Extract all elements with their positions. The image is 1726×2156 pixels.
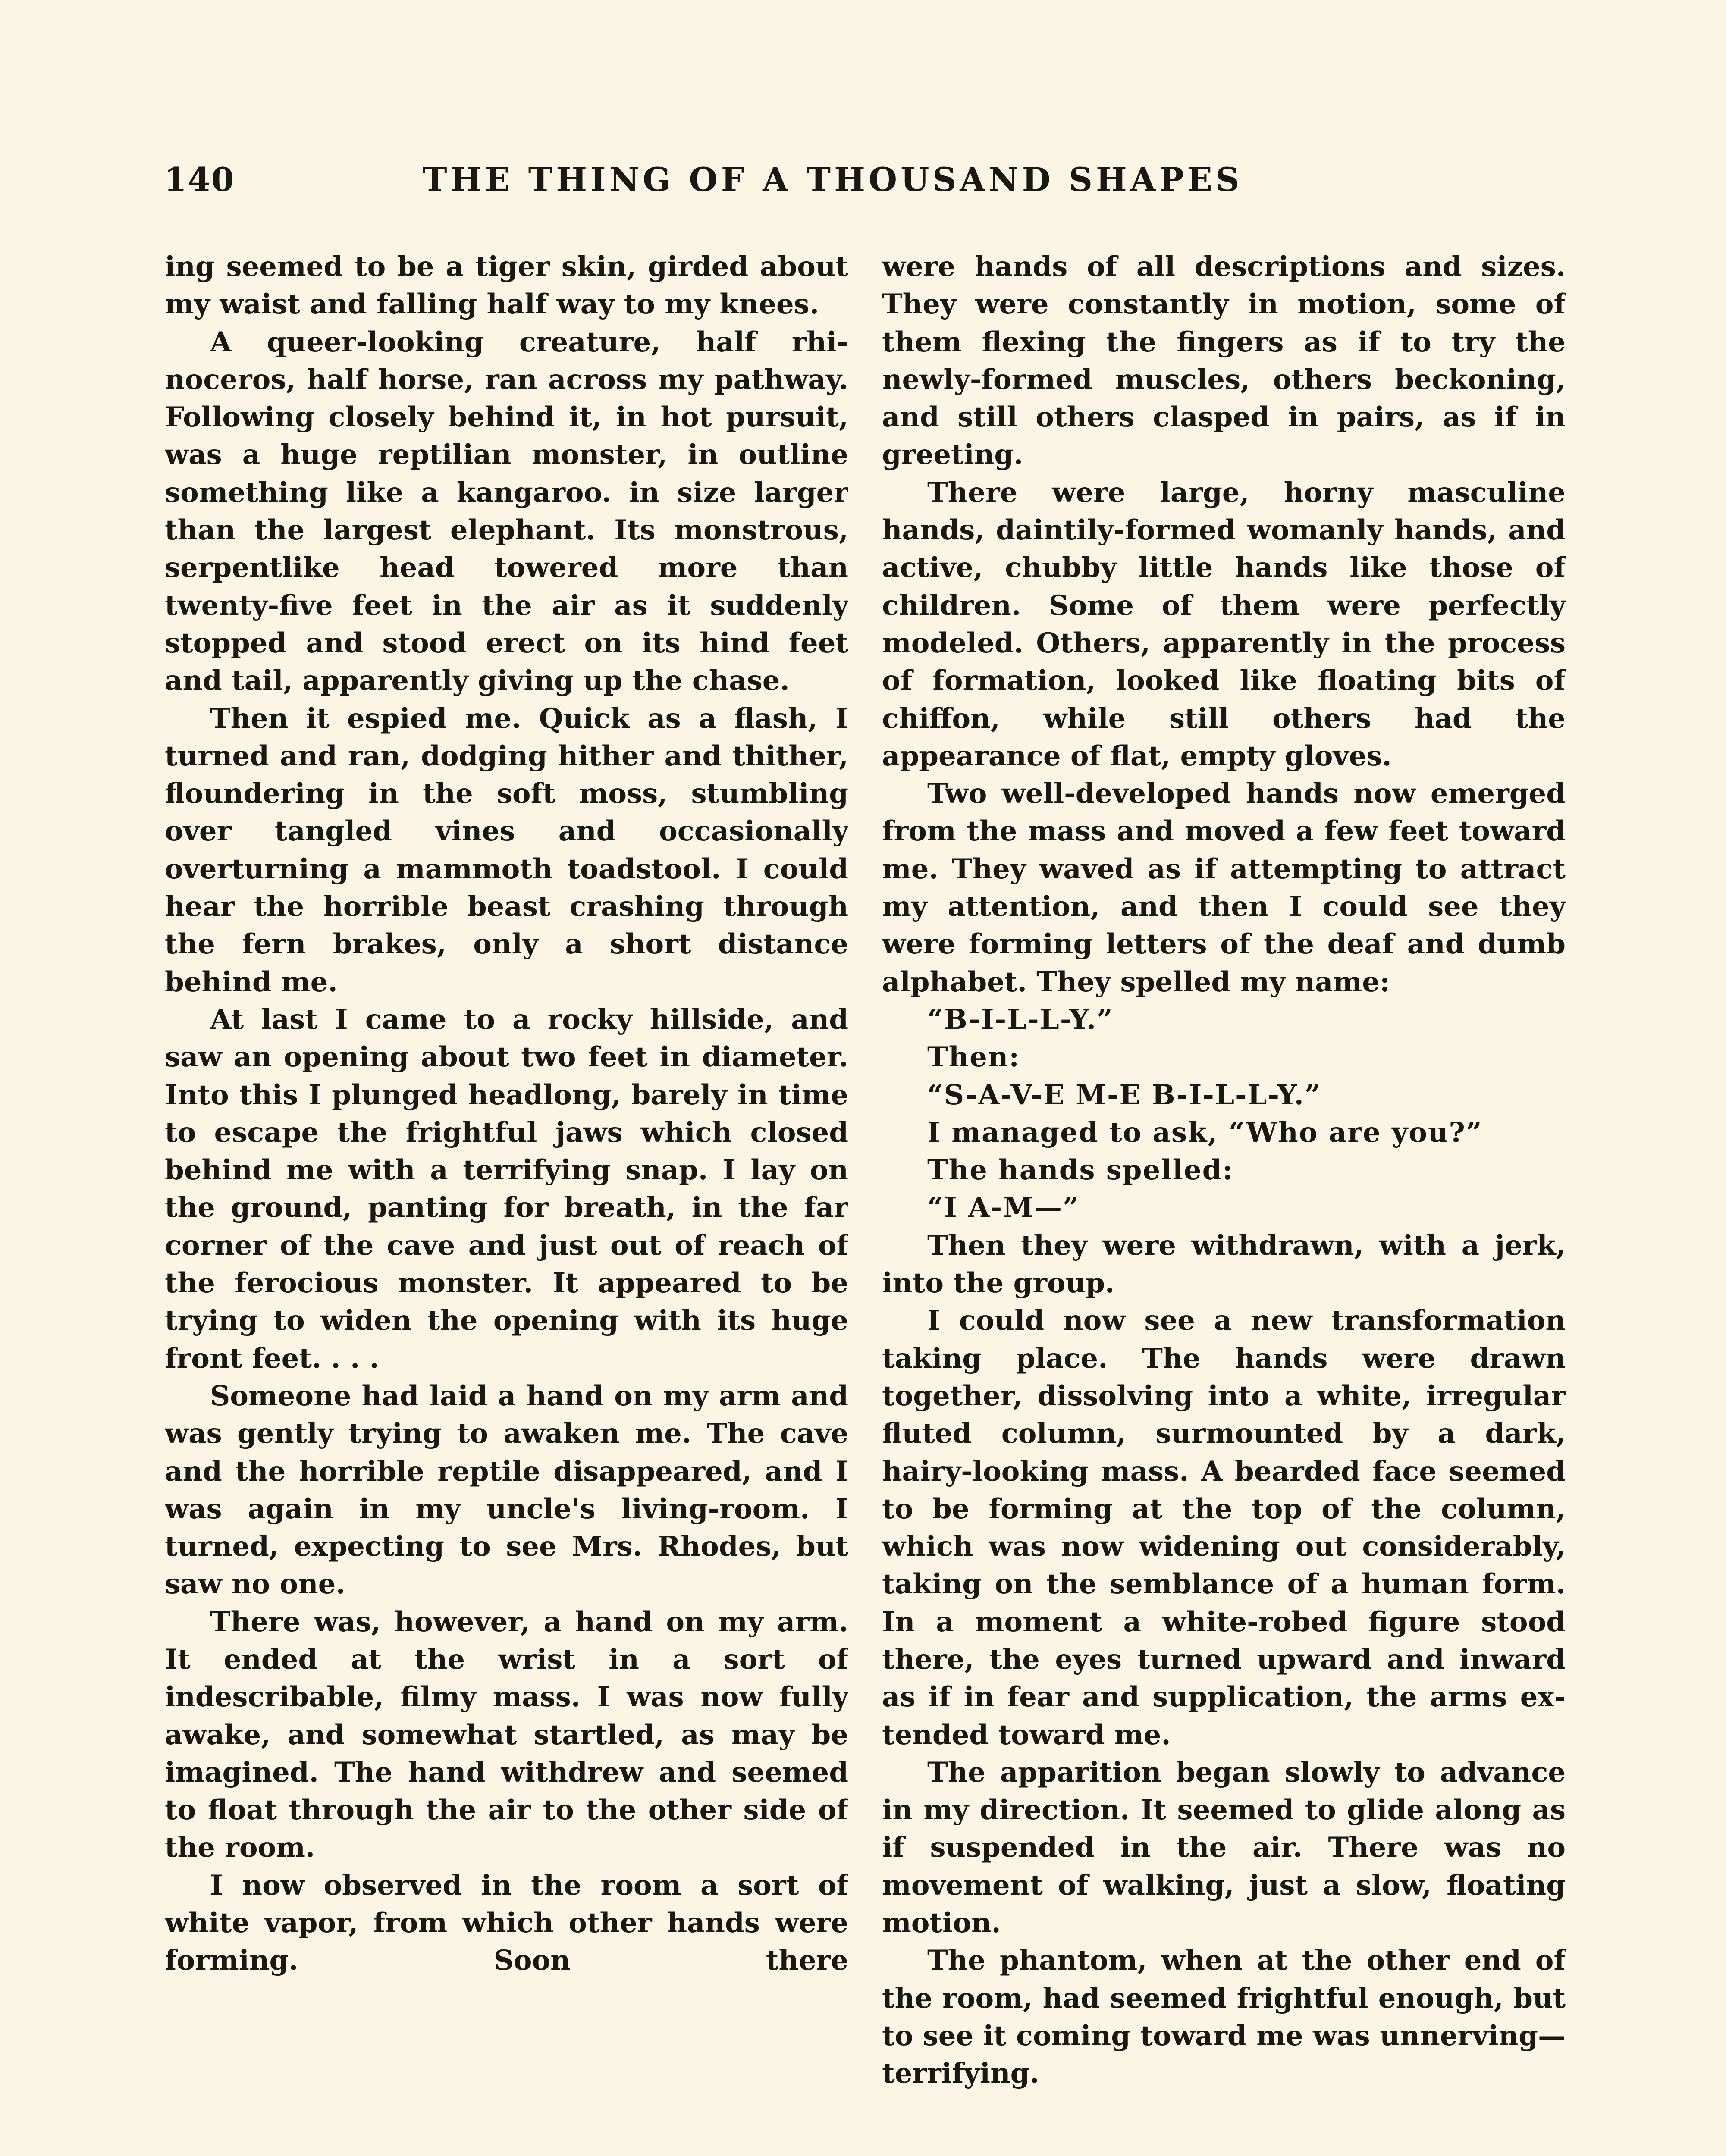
paragraph: A queer-looking creature, half rhinoceros, half horse, ran across my pathway. Following closely behind it, in hot pursuit, was a huge reptilian monster, in outline something like a kangaroo. in size larger than the largest elephant. Its monstrous, serpentlike head towered more than twenty-five feet in the air as it suddenly stopped and stood erect on its hind feet and tail, apparently giving up the chase. — [165, 326, 848, 697]
spelled-line: The hands spelled: — [927, 1154, 1233, 1187]
spelled-line: I managed to ask, “Who are you?” — [927, 1116, 1483, 1149]
text-column-right — [882, 248, 1566, 2156]
paragraph: Then they were withdrawn, with a jerk, into the group. — [882, 1229, 1566, 1300]
page-number: 140 — [164, 160, 235, 199]
paragraph: were hands of all descriptions and sizes. They were constantly in motion, some of them flexing the fingers as if to try the newly-formed muscles, others beckoning, and still others clasped in pairs, as if in greeting. — [882, 251, 1566, 471]
paragraph: There was, however, a hand on my arm. It ended at the wrist in a sort of indescribable, filmy mass. I was now fully awake, and somewhat startled, as may be imagined. The hand withdrew and seemed to float through the air to the other side of the room. — [165, 1605, 848, 1864]
spelled-line: Then: — [927, 1041, 1020, 1074]
paragraph: I could now see a new transformation taking place. The hands were drawn together, dissolving into a white, irregular fluted column, surmounted by a dark, hairy-looking mass. A bearded face seemed to be forming at the top of the column, which was now widening out considerably, taking on the semblance of a human form. In a moment a white-robed figure stood there, the eyes turned upward and inward as if in fear and supplication, the arms extended toward me. — [882, 1304, 1566, 1751]
paragraph: The phantom, when at the other end of the room, had seemed frightful enough, but to see it coming toward me was unnerving—terrifying. — [882, 1944, 1566, 2090]
text-column-left — [165, 248, 848, 2156]
spelled-line: “S-A-V-E M-E B-I-L-L-Y.” — [927, 1078, 1321, 1111]
paragraph: Someone had laid a hand on my arm and was gently trying to awaken me. The cave and the horrible reptile disappeared, and I was again in my uncle's living-room. I turned, expecting to see Mrs. Rhodes, but saw no one. — [165, 1379, 848, 1601]
spelled-line: “B-I-L-L-Y.” — [927, 1003, 1114, 1036]
running-title: THE THING OF A THOUSAND SHAPES — [423, 160, 1243, 199]
spelled-line: “I A-M—” — [927, 1191, 1080, 1224]
paragraph: The apparition began slowly to advance in my direction. It seemed to glide along as if suspended in the air. There was no movement of walking, just a slow, floating motion. — [882, 1756, 1566, 1940]
paragraph: Two well-developed hands now emerged from the mass and moved a few feet toward me. They waved as if attempting to attract my attention, and then I could see they were forming letters of the deaf and dumb alphabet. They spelled my name: — [882, 777, 1566, 998]
paragraph: I now observed in the room a sort of white vapor, from which other hands were forming. Soon there — [165, 1869, 848, 1977]
paragraph: At last I came to a rocky hillside, and saw an opening about two feet in diameter. Into this I plunged headlong, barely in time to escape the frightful jaws which closed behind me with a terrifying snap. I lay on the ground, panting for breath, in the far corner of the cave and just out of reach of the ferocious monster. It appeared to be trying to widen the opening with its huge front feet. . . . — [165, 1003, 848, 1375]
paragraph: Then it espied me. Quick as a flash, I turned and ran, dodging hither and thither, floundering in the soft moss, stumbling over tangled vines and occasionally overturning a mammoth toadstool. I could hear the horrible beast crashing through the fern brakes, only a short distance behind me. — [165, 702, 848, 998]
page-header — [160, 160, 1566, 212]
paragraph: There were large, horny masculine hands, daintily-formed womanly hands, and active, chubby little hands like those of children. Some of them were perfectly modeled. Others, apparently in the process of formation, looked like floating bits of chiffon, while still others had the appearance of flat, empty gloves. — [882, 476, 1566, 772]
paragraph: ing seemed to be a tiger skin, girded about my waist and falling half way to my knees. — [165, 251, 848, 321]
